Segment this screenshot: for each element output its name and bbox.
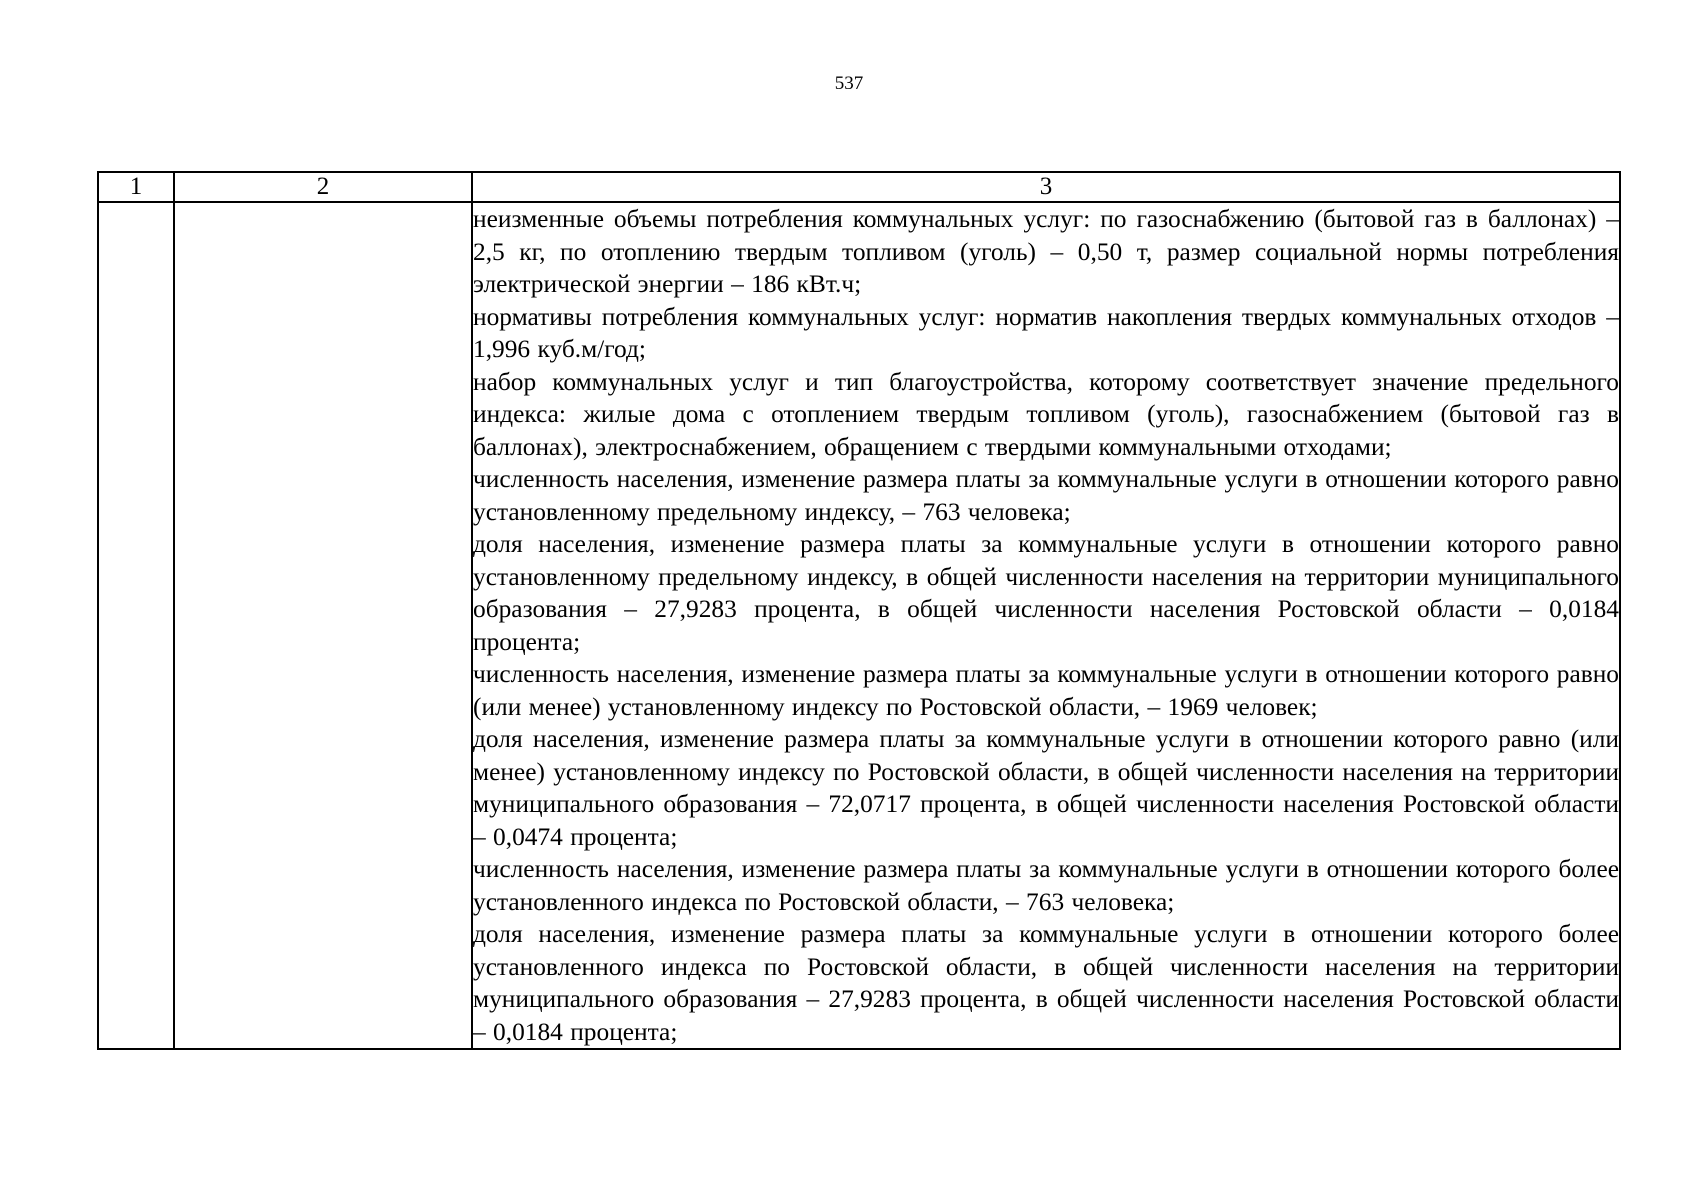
table-cell-col3 <box>472 202 1620 1049</box>
paragraph-population-equal-limit: численность населения, изменение размера платы за коммунальные услуги в отношении которого равно установленному предельному индексу, – 763 человека; <box>473 465 1619 526</box>
paragraph-share-above-regional: доля населения, изменение размера платы за коммунальные услуги в отношении которого более установленного индекса по Ростовской области, в общей численности населения на территории муниципального образования – 27,9283 процента, в общей численности населения Ростовской области – 0,0184 процента; <box>473 920 1619 1046</box>
paragraph-share-equal-limit: доля населения, изменение размера платы за коммунальные услуги в отношении которого равно установленному предельному индексу, в общей численности населения на территории муниципального образования – 27,9283 процента, в общей численности населения Ростовской области – 0,0184 процента; <box>473 530 1619 656</box>
document-table <box>97 171 1621 1050</box>
page-number: 537 <box>834 73 864 94</box>
table-cell-col2 <box>174 202 472 1049</box>
paragraph-consumption-norms: нормативы потребления коммунальных услуг: норматив накопления твердых коммунальных отходов – 1,996 куб.м/год; <box>473 302 1619 363</box>
table-header-row <box>98 172 1620 202</box>
paragraph-population-above-regional: численность населения, изменение размера платы за коммунальные услуги в отношении которого более установленного индекса по Ростовской области, – 763 человека; <box>473 855 1619 916</box>
table-cell-col1 <box>98 202 174 1049</box>
paragraph-services-set: набор коммунальных услуг и тип благоустройства, которому соответствует значение предельного индекса: жилые дома с отоплением твердым топливом (уголь), газоснабжением (бытовой газ в баллонах), электроснабжением, обращением с твердыми коммунальными отходами; <box>473 367 1619 461</box>
paragraph-unchanged-volumes: неизменные объемы потребления коммунальных услуг: по газоснабжению (бытовой газ в баллонах) – 2,5 кг, по отоплению твердым топливом (уголь) – 0,50 т, размер социальной нормы потребления электрической энергии – 186 кВт.ч; <box>473 205 1619 298</box>
paragraph-share-equal-or-less-regional: доля населения, изменение размера платы за коммунальные услуги в отношении которого равно (или менее) установленному индексу по Ростовской области, в общей численности населения на территории муниципального образования – 72,0717 процента, в общей численности населения Ростовской области – 0,0474 процента; <box>473 725 1619 851</box>
column-header-3: 3 <box>472 172 1620 202</box>
paragraph-population-equal-or-less-regional: численность населения, изменение размера платы за коммунальные услуги в отношении которого равно (или менее) установленному индексу по Ростовской области, – 1969 человек; <box>473 660 1619 721</box>
column-header-2: 2 <box>174 172 472 202</box>
table-row <box>98 202 1620 1049</box>
column-header-1: 1 <box>98 172 174 202</box>
